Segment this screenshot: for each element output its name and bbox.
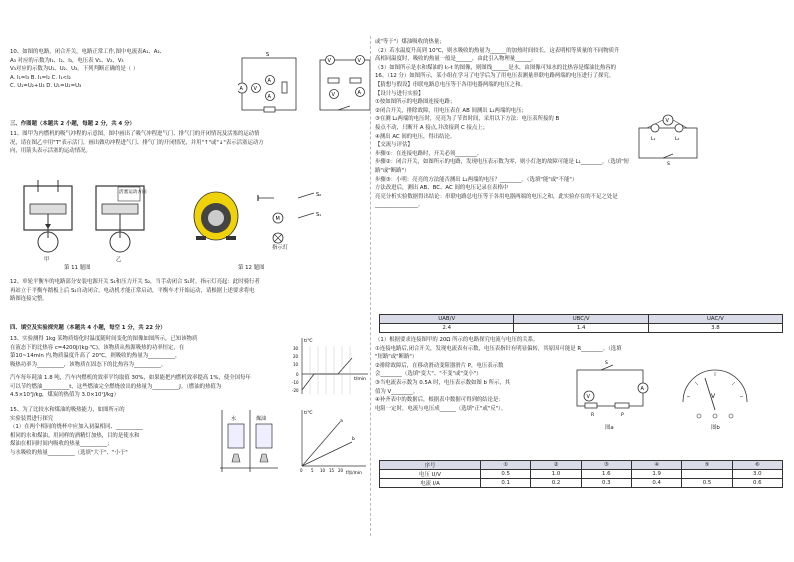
table-cell: 1.9 — [631, 470, 681, 479]
q15-line: （1）在两个相同的烧杯中应加入初温相同、__________ — [10, 424, 143, 431]
svg-text:A: A — [267, 78, 271, 84]
right-line: 步骤②：闭合开关，如图所示的电路，发现电压表示数为零，则小灯泡的故障可能是 L₁________。（选填"短 — [375, 159, 630, 166]
table-cell: 0.6 — [732, 479, 782, 488]
svg-text:5: 5 — [311, 468, 314, 473]
table-cell: 3.0 — [732, 470, 782, 479]
q13-line: 13、实验测得 1kg 某物质熔化时温度随时间变化的图像如图所示，已知该物质 — [10, 336, 198, 342]
q12-line: 再站立于平衡车踏板上后 S₂自动闭合，电动机才能正常启动，平衡车才开始运动，请根据上述要求将电 — [10, 287, 255, 294]
svg-text:A: A — [640, 386, 644, 392]
q10-circuit-2 — [316, 52, 374, 116]
question-13 — [10, 335, 290, 369]
table-cell: 0.5 — [682, 479, 732, 488]
q10-line: C. U₁=U₂+U₃ D. U₁=U₂=U₃ — [10, 83, 82, 90]
graph13-xlabel: t/min — [354, 377, 367, 382]
svg-text:0: 0 — [300, 468, 303, 473]
q13-line: 吸热功率为__________，该物质在固态下的比热容为__________。 — [10, 361, 167, 368]
q10-line: A. I₁=I₃ B. I₁=I₂ C. I₁<I₂ — [10, 74, 71, 81]
right-line: 【交流与评估】 — [375, 142, 413, 149]
right-line: 方法改进后，测出 AB、BC、AC 间的电压记录在表格中 — [375, 185, 509, 192]
q12-line: 12、单轮平衡车的电路部分安装电源开关 S₁和压力开关 S₂，当手动闭合 S₁时，指示灯亮起：此时骑行者 — [10, 279, 260, 285]
svg-text:20: 20 — [338, 468, 344, 473]
svg-text:A: A — [267, 94, 271, 100]
right-line: 值为 V________。 — [375, 388, 419, 395]
q15-line: 相同的水和煤油。用同样的酒精灯加热，目的是使水和 — [10, 432, 140, 439]
cell-ubc: 1.4 — [514, 324, 648, 333]
cell-uab: 2.4 — [380, 324, 514, 333]
fig-label-jia: 甲 — [44, 257, 50, 263]
q15-line: 煤油在相同时间内吸收的热量__________； — [10, 441, 113, 448]
current-voltage-table — [379, 460, 783, 488]
svg-text:20: 20 — [293, 354, 299, 359]
q15-line: 实验装置进行探究 — [10, 415, 54, 422]
svg-text:V: V — [357, 58, 361, 64]
engine-diagram-jia — [16, 178, 80, 256]
table-cell: 0.1 — [481, 479, 531, 488]
svg-text:15: 15 — [329, 468, 335, 473]
right-line: ③在测 L₂两端的电压时，亮亮为了节省时间，采用以下方法：电压表所接的 B — [375, 116, 560, 123]
q11-line: 11、图甲为内燃机的吸气冲程的示意图，图中画出了吸气冲程进气门、排气门的开闭情况及活塞的运动情 — [10, 131, 260, 137]
q14-line: 可以节约燃油__________t，这些燃油完全燃烧放出的热量为__________J。（燃油的热值为 — [10, 383, 222, 390]
svg-text:V: V — [327, 58, 331, 64]
q13-line: 在液态下的比热容 c=4200J/(kg·℃)，该物质从热源吸热的功率恒定，在 — [10, 344, 185, 351]
q11-line: 向，用箭头表示活塞的运动情况。 — [10, 148, 91, 155]
table-row — [380, 324, 783, 333]
balance-unicycle-image — [190, 188, 242, 256]
right-line: 或"等于"）煤油吸收的热量； — [375, 39, 445, 45]
right-line: 电阻一定时，电流与电压成______（选填"正"或"反"）。 — [375, 405, 507, 412]
table-row — [380, 479, 783, 488]
graph13-ylabel: t/℃ — [304, 339, 313, 344]
right-line: 【设计与进行实验】 — [375, 90, 424, 97]
col-ubc: UBC/V — [514, 315, 648, 324]
col-4: ④ — [631, 461, 681, 470]
right-line: ②闭合开关，排除故障，用电压表在 AB 间测出 L₁两端的电压； — [375, 107, 527, 114]
right-line: ①按如图所示的电路图连接电路； — [375, 99, 456, 106]
graph15-ylabel: t/℃ — [304, 411, 313, 416]
q15-line: 15、为了比较水和煤油的吸热能力，如图所示的 — [10, 407, 125, 413]
fig-label-yi: 乙 — [116, 257, 122, 263]
q10-line: 10、如图的电路，闭合开关，电路正常工作,图中电流表A₁、A₂、 — [10, 49, 166, 55]
right-line: ④补齐表中的数据后，根据表中数据可得到的结论是： — [375, 397, 504, 404]
svg-text:S: S — [266, 52, 270, 58]
question-15 — [10, 406, 220, 458]
table-cell: 0.3 — [581, 479, 631, 488]
right-line: 亮亮分析实验数据得出结论：串联电路总电压等于各用电器两端的电压之和，此实验存在的不足之处是 — [375, 193, 618, 200]
q14-line: 汽车每年耗油 1.8 吨，汽车内燃机的效率平均取值 30%，如果能把内燃机效率提高 1%，使全国每年 — [10, 375, 251, 381]
question-10 — [10, 48, 250, 91]
svg-text:S₁: S₁ — [316, 212, 322, 218]
engine-diagram-yi — [88, 178, 152, 256]
svg-text:V: V — [253, 86, 257, 92]
col-uab: UAB/V — [380, 315, 514, 324]
graph15-xlabel: t加/min — [346, 471, 362, 476]
curve-a-label: a — [340, 419, 343, 424]
svg-text:S₂: S₂ — [316, 192, 322, 198]
section-4-heading: 四、填空及实验探究题（本题共 4 小题，每空 1 分，共 22 分） — [10, 325, 166, 331]
question-12 — [10, 278, 370, 304]
voltage-table-header — [380, 315, 783, 324]
right-line: "短路"或"断路"） — [375, 354, 418, 361]
col-index: 序号 — [380, 461, 481, 470]
col-1: ① — [481, 461, 531, 470]
q14-line: 4.5×10⁷J/kg，煤炭的热值为 3.0×10⁷J/kg） — [10, 392, 119, 399]
svg-text:S: S — [605, 361, 608, 366]
svg-text:0: 0 — [296, 372, 299, 377]
right-line: 步骤③：小明：亮亮的方法能否测出 L₂两端的电压？________。（选填"能"或"不能"） — [375, 176, 578, 183]
q10-line: A₃ 对应的示数为I₁、I₂、I₃，电压表 V₁、V₂、V₃ — [10, 57, 124, 64]
svg-text:M: M — [275, 216, 280, 222]
col-2: ② — [531, 461, 581, 470]
right-line: 16、（12 分）如图所示，某小组在学习了电学后为了用电压表测量串联电路两端的电压进行了探究。 — [375, 73, 615, 80]
row-label-voltage: 电压 U/V — [380, 470, 481, 479]
q10-circuit-1 — [238, 52, 300, 116]
right-line: （3）如图所示是水和煤油的 I₀-t 的图像，则图线______是水，由图像可知水的比热容是煤油比热容的 — [375, 64, 617, 71]
figure-b-label: 图b — [711, 425, 720, 431]
q10-line: V₃对应的示数为U₁、U₂、U₃。下列判断正确的是（ ） — [10, 66, 139, 73]
beaker-apparatus — [218, 406, 280, 476]
svg-text:V: V — [711, 393, 716, 400]
curve-b-label: b — [352, 437, 355, 442]
right-line: ②排除故障后，在移动滑动变阻器滑片 P，电压表示数 — [375, 362, 504, 369]
col-6: ⑥ — [732, 461, 782, 470]
question-14 — [10, 374, 370, 400]
right-line: （2）若水温度升高到 10℃，则水吸收的热量为______的加热时间较长，这表明相等质量的不同物质升 — [375, 47, 620, 54]
svg-text:A: A — [239, 86, 243, 92]
right-line: 步骤①：在连接电路时，开关必须________。 — [375, 150, 483, 157]
column-divider — [370, 36, 371, 536]
svg-text:V: V — [586, 394, 590, 400]
svg-text:30: 30 — [293, 346, 299, 351]
right-line: 路"或"断路"） — [375, 167, 410, 174]
right-line: ④测出 AC 间的电压，得出结论。 — [375, 133, 456, 140]
table-cell: 0.5 — [481, 470, 531, 479]
right-top-text — [375, 38, 785, 210]
right-line: ③当电流表示数为 0.5A 时，电压表示数如图 b 所示，其 — [375, 379, 511, 386]
svg-text:V: V — [331, 92, 335, 98]
right-line: 【猜想与假设】串联电路总电压等于各用电器两端的电压之和。 — [375, 81, 526, 88]
svg-text:R: R — [591, 413, 595, 418]
table-row — [380, 470, 783, 479]
section-3-heading: 三、作图题（本题共 2 小题，每题 2 分，共 4 分） — [10, 121, 135, 127]
row-label-current: 电流 I/A — [380, 479, 481, 488]
q15-line: 与水吸收的热量__________（选填"大于"、"小于" — [10, 449, 128, 456]
right-line: ________________。 — [375, 202, 424, 209]
activity-direction-box: 活塞运动方向 — [119, 190, 147, 195]
figure-a-label: 图a — [605, 425, 614, 431]
table-cell: 1.6 — [581, 470, 631, 479]
svg-text:S: S — [667, 162, 670, 166]
fig-caption-12: 第 12 题图 — [238, 265, 265, 271]
col-3: ③ — [581, 461, 631, 470]
table-cell — [682, 470, 732, 479]
q12-circuit — [254, 188, 342, 250]
q12-line: 路图连接完整。 — [10, 296, 48, 303]
svg-text:L₂: L₂ — [675, 137, 680, 142]
cup-oil-label: 煤油 — [256, 416, 267, 422]
svg-text:-20: -20 — [292, 388, 299, 393]
voltage-table — [379, 314, 783, 333]
col-5: ⑤ — [682, 461, 732, 470]
indicator-light-label: 指示灯 — [272, 245, 289, 251]
table-cell: 0.2 — [531, 479, 581, 488]
right-line: ①连接电路后,闭合开关，发现电流表有示数，电压表指针有明显偏转，其原因可能是 R________。（选填 — [375, 345, 622, 352]
figure-a-circuit — [571, 360, 651, 420]
fig-caption-11: 第 11 题图 — [64, 265, 91, 271]
col-uac: UAC/V — [648, 315, 782, 324]
right-line: （1）根据要求连接图甲的 20Ω 所示的电路探究电流与电压的关系。 — [375, 337, 539, 343]
q13-line: 第10~14min 内,物质温度升高了 20℃，则吸收的热量为__________， — [10, 353, 181, 360]
svg-text:P: P — [621, 413, 624, 418]
cell-uac: 3.8 — [648, 324, 782, 333]
svg-text:-10: -10 — [292, 380, 299, 385]
svg-text:10: 10 — [293, 362, 299, 367]
figure-b-voltmeter — [675, 362, 755, 422]
right-line: 高相同温度时，吸收的热量一般是______，由此引入物理量______。 — [375, 56, 537, 63]
svg-text:10: 10 — [320, 468, 326, 473]
series-circuit-l1-l2 — [633, 112, 703, 166]
svg-text:L₁: L₁ — [651, 137, 656, 142]
table-cell: 0.4 — [631, 479, 681, 488]
svg-text:V: V — [665, 118, 669, 124]
cup-water-label: 水 — [231, 416, 237, 422]
svg-text:A: A — [357, 90, 361, 96]
table-cell: 1.0 — [531, 470, 581, 479]
right-line: 会________（选填"变大"、"不变"或"变小"） — [375, 371, 482, 378]
q11-line: 况，请在图乙中用"T"表示活门，画出做功冲程进气门、排气门的开闭情况，并用"↑"或"↓"表示活塞运动方 — [10, 139, 264, 146]
question-11 — [10, 130, 370, 156]
right-line: 接点不动，只断开 A 接点,并改接到 C 接点上； — [375, 124, 489, 131]
table2-header — [380, 461, 783, 470]
heating-graph-15 — [292, 406, 372, 476]
